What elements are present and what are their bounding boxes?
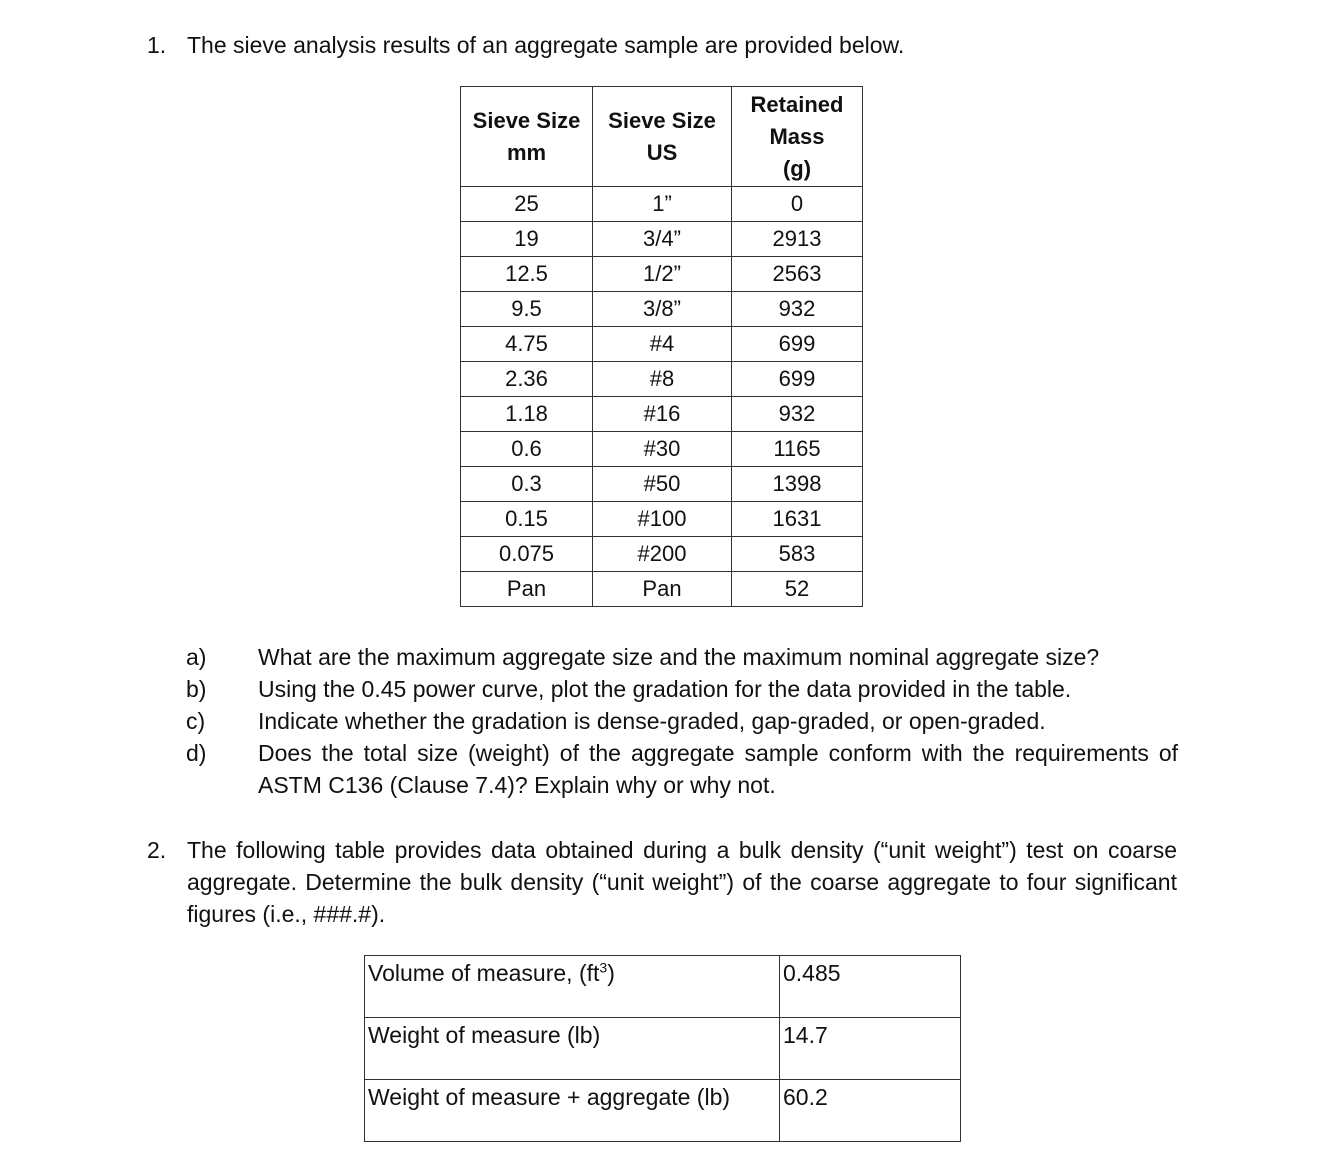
table-row: [461, 187, 863, 222]
sub-question-label: c): [186, 708, 206, 734]
table-row: [461, 467, 863, 502]
cell-sieve-us: 3/8”: [593, 292, 732, 327]
cell-measure-label: Weight of measure + aggregate (lb): [365, 1080, 780, 1142]
sub-question-text: Using the 0.45 power curve, plot the gradation for the data provided in the table.: [258, 676, 1072, 702]
cell-measure-value: 60.2: [780, 1080, 961, 1142]
table-row: [461, 257, 863, 292]
table-row: [461, 327, 863, 362]
cell-sieve-us: #4: [593, 327, 732, 362]
table-row: [365, 1080, 961, 1142]
cell-sieve-us: 1/2”: [593, 257, 732, 292]
cell-measure-value: 14.7: [780, 1018, 961, 1080]
cell-retained-mass: 1631: [732, 502, 863, 537]
sub-question-label: b): [186, 676, 207, 702]
cell-sieve-mm: 0.075: [461, 537, 593, 572]
cell-sieve-mm: 1.18: [461, 397, 593, 432]
cell-measure-label: Volume of measure, $(ft^3)$: [365, 956, 780, 1018]
cell-retained-mass: 2563: [732, 257, 863, 292]
cell-sieve-mm: 0.3: [461, 467, 593, 502]
cell-sieve-mm: Pan: [461, 572, 593, 607]
question-1-number: 1.: [147, 32, 167, 58]
cell-measure-value: 0.485: [780, 956, 961, 1018]
table-row: [461, 292, 863, 327]
cell-retained-mass: 932: [732, 292, 863, 327]
table-row: [365, 956, 961, 1018]
cell-sieve-mm: 0.6: [461, 432, 593, 467]
table-row: [461, 397, 863, 432]
sub-question-label: d): [186, 740, 207, 766]
cell-retained-mass: 2913: [732, 222, 863, 257]
sub-question-text: Indicate whether the gradation is dense-graded, gap-graded, or open-graded.: [258, 708, 1046, 734]
header-sieve-size-mm: Sieve Size mm: [461, 87, 593, 187]
cell-sieve-us: #100: [593, 502, 732, 537]
table-row: [461, 222, 863, 257]
cell-sieve-us: 1”: [593, 187, 732, 222]
sub-question-label: a): [186, 644, 207, 670]
cell-sieve-us: Pan: [593, 572, 732, 607]
cell-sieve-mm: 25: [461, 187, 593, 222]
cell-sieve-mm: 4.75: [461, 327, 593, 362]
cell-sieve-mm: 19: [461, 222, 593, 257]
question-1-text: The sieve analysis results of an aggregate sample are provided below.: [187, 32, 905, 58]
cell-sieve-us: 3/4”: [593, 222, 732, 257]
sub-question-text: What are the maximum aggregate size and the maximum nominal aggregate size?: [258, 644, 1100, 670]
sub-question-text: Does the total size (weight) of the aggregate sample conform with the requirements of ASTM C136 (Clause 7.4)? Explain why or why not.: [258, 740, 1178, 798]
cell-retained-mass: 583: [732, 537, 863, 572]
cell-sieve-mm: 9.5: [461, 292, 593, 327]
table-header-row: [461, 87, 863, 187]
cell-retained-mass: 1165: [732, 432, 863, 467]
cell-sieve-us: #16: [593, 397, 732, 432]
cell-retained-mass: 699: [732, 362, 863, 397]
cell-retained-mass: 0: [732, 187, 863, 222]
bulk-density-table: [364, 955, 961, 1142]
cell-sieve-mm: 2.36: [461, 362, 593, 397]
table-row: [461, 537, 863, 572]
cell-retained-mass: 932: [732, 397, 863, 432]
cell-retained-mass: 699: [732, 327, 863, 362]
question-2-number: 2.: [147, 837, 167, 863]
cell-sieve-us: #200: [593, 537, 732, 572]
cell-sieve-us: #50: [593, 467, 732, 502]
cell-measure-label: Weight of measure (lb): [365, 1018, 780, 1080]
table-row: [365, 1018, 961, 1080]
cell-retained-mass: 52: [732, 572, 863, 607]
table-row: [461, 362, 863, 397]
cell-sieve-mm: 0.15: [461, 502, 593, 537]
question-2-text: The following table provides data obtained during a bulk density (“unit weight”) test on coarse aggregate. Determine the bulk density (“unit weight”) of the coarse aggregate to four significant figures (i.e., ###.#).: [187, 837, 1177, 927]
sieve-analysis-table: [460, 86, 863, 607]
cell-sieve-us: #8: [593, 362, 732, 397]
header-sieve-size-us: Sieve Size US: [593, 87, 732, 187]
header-retained-mass: Retained Mass (g): [732, 87, 863, 187]
cell-sieve-us: #30: [593, 432, 732, 467]
table-row: [461, 432, 863, 467]
cell-sieve-mm: 12.5: [461, 257, 593, 292]
table-row: [461, 572, 863, 607]
cell-retained-mass: 1398: [732, 467, 863, 502]
table-row: [461, 502, 863, 537]
